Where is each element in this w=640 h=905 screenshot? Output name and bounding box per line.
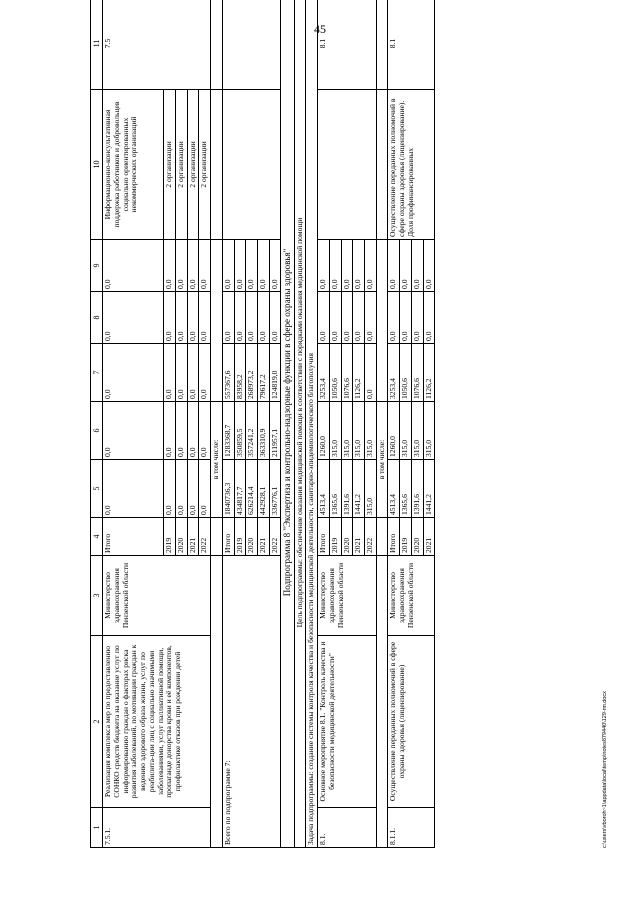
value-cell: 211957,1 bbox=[269, 402, 281, 460]
value-cell: 0,0 bbox=[103, 402, 164, 460]
value-cell: 315,0 bbox=[329, 402, 341, 460]
value-cell: 0,0 bbox=[353, 292, 365, 344]
value-cell: 0,0 bbox=[164, 240, 176, 292]
value-cell: 0,0 bbox=[187, 240, 199, 292]
col-header: 7 bbox=[91, 344, 103, 402]
year-cell: 2019 bbox=[234, 518, 246, 556]
year-cell: Итого bbox=[103, 518, 164, 556]
subprogram8-goal: Цель подпрограммы: обеспечение оказания медицинской помощи в соответствии с порядками оказания медицинской помощи bbox=[294, 0, 306, 848]
col-header: 8 bbox=[91, 292, 103, 344]
value-cell: 4513,4 bbox=[388, 460, 400, 518]
value-cell: 1391,6 bbox=[411, 460, 423, 518]
value-cell: 0,0 bbox=[164, 460, 176, 518]
value-cell: 0,0 bbox=[103, 460, 164, 518]
subprogram8-title: Подпрограмма 8 "Экспертиза и контрольно-надзорные функции в сфере охраны здоровья" bbox=[281, 0, 294, 848]
value-cell: 315,0 bbox=[341, 402, 353, 460]
target-ref: 8.1 bbox=[388, 0, 435, 90]
value-cell: 0,0 bbox=[365, 240, 377, 292]
value-cell: 0,0 bbox=[400, 240, 412, 292]
value-cell: 315,0 bbox=[365, 460, 377, 518]
col-header: 5 bbox=[91, 460, 103, 518]
col-header: 2 bbox=[91, 636, 103, 808]
footer-file-path: c:\users\vboroh~1\appdata\local\temp\notes879440\129-пп.docx bbox=[602, 691, 608, 848]
value-cell: 1365,6 bbox=[329, 460, 341, 518]
value-cell: 0,0 bbox=[257, 292, 269, 344]
year-cell: 2020 bbox=[411, 518, 423, 556]
value-cell: 0,0 bbox=[400, 292, 412, 344]
subprogram8-task: Задача подпрограммы: создание системы контроля качества и безопасности медицинской деятельности, санитарно-эпидемиологического благополучия bbox=[306, 0, 318, 848]
col-header: 3 bbox=[91, 556, 103, 636]
value-cell: 1126,2 bbox=[423, 344, 435, 402]
indicator-value: 2 организации bbox=[187, 90, 199, 240]
value-cell: 0,0 bbox=[175, 292, 187, 344]
value-cell: 0,0 bbox=[257, 240, 269, 292]
value-cell: 0,0 bbox=[175, 240, 187, 292]
value-cell: 0,0 bbox=[187, 344, 199, 402]
value-cell: 0,0 bbox=[164, 292, 176, 344]
value-cell: 83958,2 bbox=[234, 344, 246, 402]
value-cell: 79617,2 bbox=[257, 344, 269, 402]
year-cell: 2020 bbox=[246, 518, 258, 556]
value-cell: 3253,4 bbox=[388, 344, 400, 402]
year-cell: 2019 bbox=[400, 518, 412, 556]
row-id: 8.1. bbox=[318, 808, 377, 848]
value-cell: 1050,6 bbox=[400, 344, 412, 402]
value-cell: 442928,1 bbox=[257, 460, 269, 518]
value-cell: 0,0 bbox=[222, 240, 234, 292]
value-cell: 0,0 bbox=[318, 240, 330, 292]
indicator-value: 2 организации bbox=[164, 90, 176, 240]
value-cell: 336776,1 bbox=[269, 460, 281, 518]
value-cell: 0,0 bbox=[199, 240, 211, 292]
total-sub7-row bbox=[222, 0, 234, 848]
value-cell: 0,0 bbox=[423, 240, 435, 292]
value-cell: 124819,0 bbox=[269, 344, 281, 402]
total-label: Всего по подпрограмме 7: bbox=[222, 556, 281, 848]
executor: Министерство здравоохранения Пензенской области bbox=[103, 556, 211, 636]
value-cell: 1076,6 bbox=[341, 344, 353, 402]
value-cell: 0,0 bbox=[175, 402, 187, 460]
year-cell: 2022 bbox=[365, 518, 377, 556]
value-cell: 4513,4 bbox=[318, 460, 330, 518]
value-cell: 315,0 bbox=[423, 402, 435, 460]
executor: Министерство здравоохранения Пензенской области bbox=[318, 556, 377, 636]
year-cell: 2019 bbox=[329, 518, 341, 556]
value-cell: 1365,6 bbox=[400, 460, 412, 518]
including-row bbox=[211, 0, 223, 848]
value-cell: 0,0 bbox=[187, 460, 199, 518]
value-cell: 0,0 bbox=[164, 344, 176, 402]
value-cell: 1260,0 bbox=[318, 402, 330, 460]
row-id: 8.1.1. bbox=[388, 808, 435, 848]
col-header: 1 bbox=[91, 808, 103, 848]
year-cell: 2019 bbox=[164, 518, 176, 556]
page-number: 45 bbox=[314, 22, 326, 36]
value-cell: 0,0 bbox=[365, 292, 377, 344]
value-cell: 0,0 bbox=[269, 292, 281, 344]
value-cell: 0,0 bbox=[329, 292, 341, 344]
value-cell: 0,0 bbox=[199, 292, 211, 344]
target-ref: 8.1 bbox=[318, 0, 377, 90]
col-header: 4 bbox=[91, 518, 103, 556]
col-header: 10 bbox=[91, 90, 103, 240]
value-cell: 0,0 bbox=[341, 240, 353, 292]
value-cell: 0,0 bbox=[246, 240, 258, 292]
value-cell: 1076,6 bbox=[411, 344, 423, 402]
target-ref: 7.5 bbox=[103, 0, 211, 90]
indicator-text: Осуществление переданных полномочий в сфере охраны здоровья (лицензирование). Доля профинансированных bbox=[388, 90, 435, 240]
including-label: в том числе: bbox=[376, 402, 388, 518]
col-header: 9 bbox=[91, 240, 103, 292]
value-cell: 434817,7 bbox=[234, 460, 246, 518]
value-cell: 363310,9 bbox=[257, 402, 269, 460]
value-cell: 0,0 bbox=[103, 344, 164, 402]
value-cell: 557367,6 bbox=[222, 344, 234, 402]
subprogram8-task-row bbox=[306, 0, 318, 848]
program-table bbox=[90, 0, 435, 848]
value-cell: 0,0 bbox=[341, 292, 353, 344]
indicator-value: 2 организации bbox=[199, 90, 211, 240]
value-cell: 0,0 bbox=[175, 460, 187, 518]
value-cell: 350859,5 bbox=[234, 402, 246, 460]
value-cell: 0,0 bbox=[329, 240, 341, 292]
value-cell: 1126,2 bbox=[353, 344, 365, 402]
col-header: 11 bbox=[91, 0, 103, 90]
value-cell: 0,0 bbox=[246, 292, 258, 344]
value-cell: 0,0 bbox=[222, 292, 234, 344]
rotated-document-table bbox=[90, 38, 610, 848]
year-cell: 2020 bbox=[175, 518, 187, 556]
row-id: 7.5.1. bbox=[103, 808, 211, 848]
year-cell: 2022 bbox=[199, 518, 211, 556]
year-cell: 2021 bbox=[187, 518, 199, 556]
executor: Министерство здравоохранения Пензенской области bbox=[388, 556, 435, 636]
value-cell: 0,0 bbox=[411, 292, 423, 344]
including-label: в том числе: bbox=[211, 402, 223, 518]
indicator-value: 2 организации bbox=[175, 90, 187, 240]
value-cell: 0,0 bbox=[175, 344, 187, 402]
value-cell: 0,0 bbox=[187, 292, 199, 344]
year-cell: Итого bbox=[318, 518, 330, 556]
year-cell: 2021 bbox=[257, 518, 269, 556]
row-7-5-1 bbox=[103, 0, 164, 848]
subprogram8-goal-row bbox=[294, 0, 306, 848]
value-cell: 1840736,3 bbox=[222, 460, 234, 518]
value-cell: 0,0 bbox=[234, 240, 246, 292]
value-cell: 1441,2 bbox=[353, 460, 365, 518]
including-row bbox=[376, 0, 388, 848]
year-cell: Итого bbox=[222, 518, 234, 556]
value-cell: 0,0 bbox=[199, 460, 211, 518]
year-cell: 2021 bbox=[423, 518, 435, 556]
value-cell: 315,0 bbox=[365, 402, 377, 460]
value-cell: 0,0 bbox=[388, 292, 400, 344]
year-cell: 2022 bbox=[269, 518, 281, 556]
column-number-row bbox=[91, 0, 103, 848]
value-cell: 357241,2 bbox=[246, 402, 258, 460]
value-cell: 315,0 bbox=[353, 402, 365, 460]
value-cell: 0,0 bbox=[411, 240, 423, 292]
event-name: Осуществление переданных полномочий в сфере охраны здоровья (лицензирование) bbox=[388, 636, 435, 808]
row-8-1 bbox=[318, 0, 330, 848]
value-cell: 0,0 bbox=[269, 240, 281, 292]
value-cell: 1050,6 bbox=[329, 344, 341, 402]
year-cell: 2021 bbox=[353, 518, 365, 556]
value-cell: 1441,2 bbox=[423, 460, 435, 518]
value-cell: 0,0 bbox=[187, 402, 199, 460]
col-header: 6 bbox=[91, 402, 103, 460]
value-cell: 3253,4 bbox=[318, 344, 330, 402]
value-cell: 0,0 bbox=[164, 402, 176, 460]
value-cell: 0,0 bbox=[423, 292, 435, 344]
value-cell: 1283368,7 bbox=[222, 402, 234, 460]
value-cell: 315,0 bbox=[411, 402, 423, 460]
value-cell: 1260,0 bbox=[388, 402, 400, 460]
value-cell: 1391,6 bbox=[341, 460, 353, 518]
indicator-title: Информационно-консультативная поддержка работников и добровольцев социально ориентированных некоммерческих организаций bbox=[103, 90, 164, 240]
value-cell: 0,0 bbox=[103, 240, 164, 292]
event-name: Основное мероприятие 8.1. "Контроль качества и безопасности медицинской деятельности" bbox=[318, 636, 377, 808]
value-cell: 0,0 bbox=[365, 344, 377, 402]
value-cell: 0,0 bbox=[388, 240, 400, 292]
value-cell: 626214,4 bbox=[246, 460, 258, 518]
event-name: Реализация комплекса мер по предоставлению СОНКО средств бюджета на оказание услуг по информированию граждан о факторах риска развития заболеваний, по мотивации граждан к ведению здорового образа жизни, услуг по реабилита-ции лиц с социально значимыми заболеваниями, услуг паллиативной помощи, пропаганде донорства крови и её компонентов, профилактике отказов при рождении детей bbox=[103, 636, 211, 808]
year-cell: Итого bbox=[388, 518, 400, 556]
value-cell: 0,0 bbox=[234, 292, 246, 344]
subprogram8-title-row bbox=[281, 0, 294, 848]
value-cell: 0,0 bbox=[318, 292, 330, 344]
row-8-1-1 bbox=[388, 0, 400, 848]
value-cell: 0,0 bbox=[199, 344, 211, 402]
value-cell: 0,0 bbox=[199, 402, 211, 460]
value-cell: 268973,2 bbox=[246, 344, 258, 402]
value-cell: 0,0 bbox=[353, 240, 365, 292]
year-cell: 2020 bbox=[341, 518, 353, 556]
value-cell: 315,0 bbox=[400, 402, 412, 460]
value-cell: 0,0 bbox=[103, 292, 164, 344]
